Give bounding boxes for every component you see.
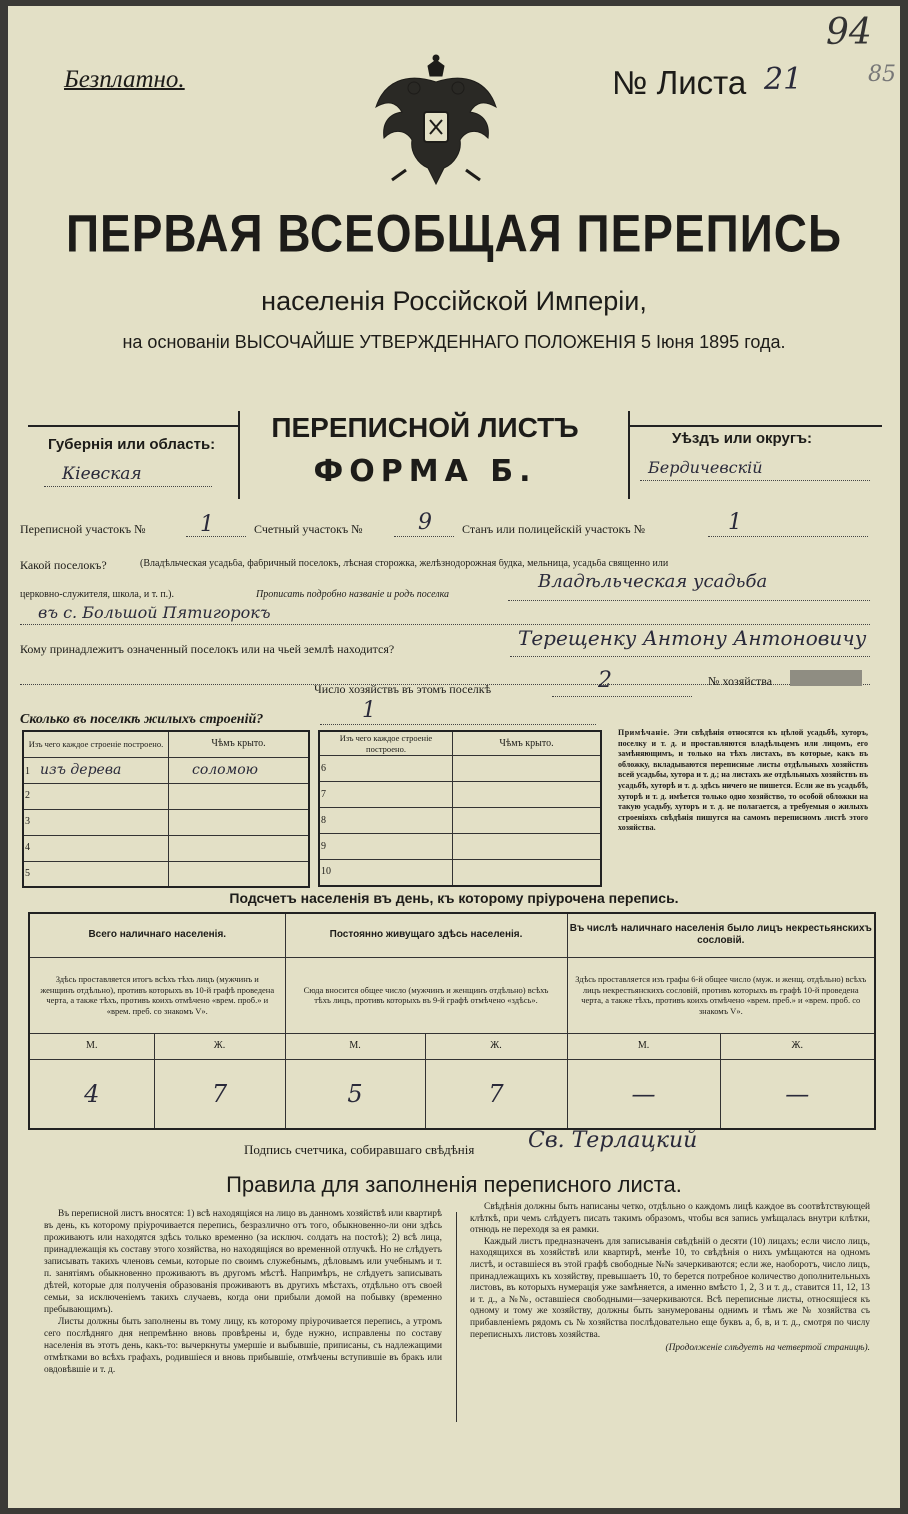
census-district-value: 1: [200, 512, 214, 537]
census-sheet: [8, 6, 900, 1508]
total-description: Здѣсь проставляется итогъ всѣхъ тѣхъ лицъ (мужчинъ и женщинъ отдѣльно), противъ которыхъ въ 10-й графѣ проведена черта, а также тѣхъ, противъ коихъ отмѣчено «врем. проб.» и «врем. преб. со знакомъ V».: [29, 957, 285, 1033]
households-value: 2: [598, 668, 612, 693]
buildings-note: [618, 728, 868, 834]
rules-divider: [456, 1212, 457, 1422]
rules-right-paragraph-1: Свѣдѣнія должны быть написаны четко, отдѣльно о каждомъ лицѣ каждое въ соотвѣтствующей клѣткѣ, при чемъ слѣдуетъ писать такимъ образомъ, чтобы вся запись умѣщалась внутри клѣтки, отнюдь не переходя за ея рамки.: [470, 1202, 870, 1236]
counting-district-value: 9: [418, 510, 432, 535]
province-value: Кіевская: [62, 464, 142, 484]
subtitle: населенія Россійской Имперіи,: [261, 286, 647, 316]
table-row: 1 изъ дерева соломою: [23, 757, 309, 783]
sheet-number-value: 21: [764, 62, 803, 97]
province-label: Губернія или область:: [48, 436, 216, 453]
counter-signature: Св. Терлацкий: [528, 1128, 698, 1153]
settlement-note-2: церковно-служителя, школа, и т. п.).: [20, 589, 174, 600]
stan-value: 1: [728, 510, 742, 535]
rules-left-paragraph-2: Листы должны быть заполнены въ тому лицу, къ которому пріурочивается перепись, а утромъ сего послѣдняго дня непремѣнно вновь провѣрены и, буде нужно, исправлены по составу населенія въ этотъ день, какъ-то: вычеркнуты умершіе и выбывшіе, приписаны, съ надлежащими отмѣтками во всѣхъ графахъ, родившіеся и вновь прибывшіе, отмѣчены вступившіе въ бракъ или овдовѣвшіе и т. д.: [44, 1317, 442, 1375]
settlement-value-1: Владѣльческая усадьба: [538, 571, 768, 592]
archive-number-2: 85: [868, 62, 896, 87]
table-row: 9: [319, 834, 601, 860]
sheet-title: ПЕРЕПИСНОЙ ЛИСТЪ: [271, 412, 579, 443]
total-header: Всего наличнаго населенія.: [29, 913, 285, 957]
table-row: 7: [319, 782, 601, 808]
settlement-label: Какой поселокъ?: [20, 558, 107, 572]
m-label: М.: [285, 1033, 425, 1059]
free-label: Безплатно.: [64, 66, 185, 93]
form-name: ФОРМА Б.: [313, 454, 537, 489]
basis-line: на основаніи ВЫСОЧАЙШЕ УТВЕРЖДЕННАГО ПОЛОЖЕНІЯ 5 Іюня 1895 года.: [122, 332, 786, 352]
col-material-header-2: Изъ чего каждое строеніе построено.: [319, 731, 453, 756]
buildings-table-right: [318, 730, 602, 887]
nonpeasant-description: Здѣсь проставляется изъ графы 6-й общее число (муж. и женщ. отдѣльно) всѣхъ лицъ некрестьянскихъ сословій, противъ которыхъ въ графѣ 10-й проведена черта, а также тѣхъ, противъ коихъ отмѣчено «врем. преб.» и «врем. проб. со знакомъ V».: [567, 957, 875, 1033]
rules-left-paragraph-1: Въ переписной листъ вносятся: 1) всѣ находящіяся на лицо въ данномъ хозяйствѣ или квартирѣ въ день, къ которому пріурочивается перепись, безразлично отъ того, обыкновенно-ли они здѣсь проживаютъ или находятся здѣсь только временно (за исключ. солдатъ на постоѣ); 2) всѣ лица, принадлежащія къ составу этого хозяйства, но находящіяся во временной отлучкѣ. Но не слѣдуетъ записывать такихъ членовъ семьи, которые по своимъ служебнымъ, дѣловымъ или учебнымъ и т. п. занятіямъ обыкновенно проживаютъ въ другомъ мѣстѣ. Напримѣръ, не слѣдуетъ записывать дѣтей, которые для полученія образованія проживаютъ въ другихъ мѣстахъ, отдѣльно отъ своей семьи, за исключеніемъ такихъ случаевъ, когда они прибыли домой на побывку (временно пребывающимъ).: [44, 1209, 442, 1315]
household-number-label: № хозяйства: [708, 674, 773, 688]
nonpeasant-header: Въ числѣ наличнаго населенія было лицъ некрестьянскихъ сословій.: [567, 913, 875, 957]
table-row: 2: [23, 783, 309, 809]
double-headed-eagle-icon: [366, 52, 506, 192]
f-label: Ж.: [720, 1033, 875, 1059]
buildings-table-left: [22, 730, 310, 888]
permanent-female-value: 7: [425, 1059, 567, 1129]
owner-value: Терещенку Антону Антоновичу: [518, 626, 867, 650]
settlement-value-2: въ с. Большой Пятигорокъ: [38, 603, 271, 622]
note-title: Примѣчаніе.: [618, 728, 670, 737]
rules-left-column: [44, 1208, 442, 1376]
rules-continued: (Продолженіе слѣдуетъ на четвертой страницѣ).: [665, 1343, 870, 1354]
col-roof-header: Чѣмъ крыто.: [169, 731, 310, 757]
archive-number-1: 94: [826, 12, 872, 53]
m-label: М.: [567, 1033, 720, 1059]
district-value: Бердичевскій: [648, 458, 763, 477]
counting-district-label: Счетный участокъ №: [254, 522, 363, 536]
nonpeasant-female-value: —: [720, 1059, 875, 1129]
settlement-note-1: (Владѣльческая усадьба, фабричный поселокъ, лѣсная сторожка, желѣзнодорожная будка, мельница, усадьба священно или: [140, 559, 669, 569]
permanent-description: Сюда вносится общее число (мужчинъ и женщинъ отдѣльно) всѣхъ тѣхъ лицъ, противъ которыхъ въ 9-й графѣ отмѣчено «здѣсь».: [285, 957, 567, 1033]
nonpeasant-male-value: —: [567, 1059, 720, 1129]
note-text: Эти свѣдѣнія относятся къ цѣлой усадьбѣ, хуторъ, поселку и т. д. и проставляются владѣльцемъ или лицомъ, его замѣняющимъ, и только на тѣхъ листахъ, въ которые, какъ въ обложку, вкладываются переписные листы отдѣльныхъ хозяйствъ всей усадьбы, хутора и т. д.; на листахъ же отдѣльныхъ хозяйствъ въ усадьбѣ, хуторѣ и т. д. здѣсь ничего не пишется. Если же въ усадьбѣ, хуторѣ и т. д. имѣется только одно хозяйство, то особой обложки на такую усадьбу, хуторъ и т. д. не полагается, а требуемыя о жилыхъ строеніяхъ свѣдѣнія пишутся на самомъ переписномъ листѣ этого хозяйства.: [618, 728, 869, 833]
buildings-value: 1: [362, 698, 376, 723]
total-male-value: 4: [29, 1059, 154, 1129]
table-row: 3: [23, 809, 309, 835]
col-roof-header-2: Чѣмъ крыто.: [453, 731, 602, 756]
material-value: изъ дерева: [40, 762, 122, 778]
table-row: 6: [319, 756, 601, 782]
population-table: [28, 912, 876, 1130]
permanent-male-value: 5: [285, 1059, 425, 1129]
households-label: Число хозяйствъ въ этомъ поселкѣ: [314, 682, 492, 696]
total-female-value: 7: [154, 1059, 285, 1129]
roof-value: соломою: [192, 762, 258, 778]
col-material-header: Изъ чего каждое строеніе построено.: [23, 731, 169, 757]
census-district-label: Переписной участокъ №: [20, 522, 146, 536]
rules-right-paragraph-2: Каждый листъ предназначенъ для записыванія свѣдѣній о десяти (10) лицахъ; если число лицъ, находящихся въ хозяйствѣ или квартирѣ, менѣе 10, то свѣдѣнія о нихъ умѣщаются на одномъ листѣ, и оставшіеся въ этой графѣ свободные №№ зачеркиваются; если же, наоборотъ, число лицъ, принадлежащихъ къ хозяйству, превышаетъ 10, то берется потребное количество дополнительныхъ листовъ, въ которыхъ нумерація уже замѣняется, а именно вмѣсто 1, 2, 3 и т. д., ставится 11, 12, 13 и т. д., а №№, оставшіеся свободными—зачеркиваются. Всѣ переписные листы, относящіеся къ одному и тому же хозяйству, должны быть занумерованы однимъ и тѣмъ же № хозяйства съ прибавленіемъ рядомъ съ № хозяйства послѣдовательно еще буквъ а, б, в, и т. д., смотря по числу переписныхъ листовъ хозяйства.: [470, 1236, 870, 1340]
f-label: Ж.: [154, 1033, 285, 1059]
table-row: 10: [319, 860, 601, 886]
stan-label: Станъ или полицейскій участокъ №: [462, 522, 646, 536]
household-number-redaction: [790, 670, 862, 686]
rules-title: Правила для заполненія переписного листа.: [226, 1172, 682, 1197]
table-row: 8: [319, 808, 601, 834]
permanent-header: Постоянно живущаго здѣсь населенія.: [285, 913, 567, 957]
m-label: М.: [29, 1033, 154, 1059]
table-row: 4: [23, 835, 309, 861]
owner-label: Кому принадлежитъ означенный поселокъ или на чьей землѣ находится?: [20, 642, 395, 656]
district-label: Уѣздъ или округъ:: [672, 430, 813, 447]
population-title: Подсчетъ населенія въ день, къ которому пріурочена перепись.: [229, 890, 679, 906]
sheet-number-label: № Листа: [612, 64, 747, 101]
rules-right-column: [470, 1202, 870, 1355]
settlement-instruction: Прописать подробно названіе и родъ поселка: [256, 589, 450, 600]
signature-label: Подпись счетчика, собиравшаго свѣдѣнія: [244, 1142, 475, 1157]
f-label: Ж.: [425, 1033, 567, 1059]
main-title: ПЕРВАЯ ВСЕОБЩАЯ ПЕРЕПИСЬ: [65, 203, 843, 263]
table-row: 5: [23, 861, 309, 887]
buildings-label: Сколько въ поселкѣ жилыхъ строеній?: [20, 712, 264, 727]
